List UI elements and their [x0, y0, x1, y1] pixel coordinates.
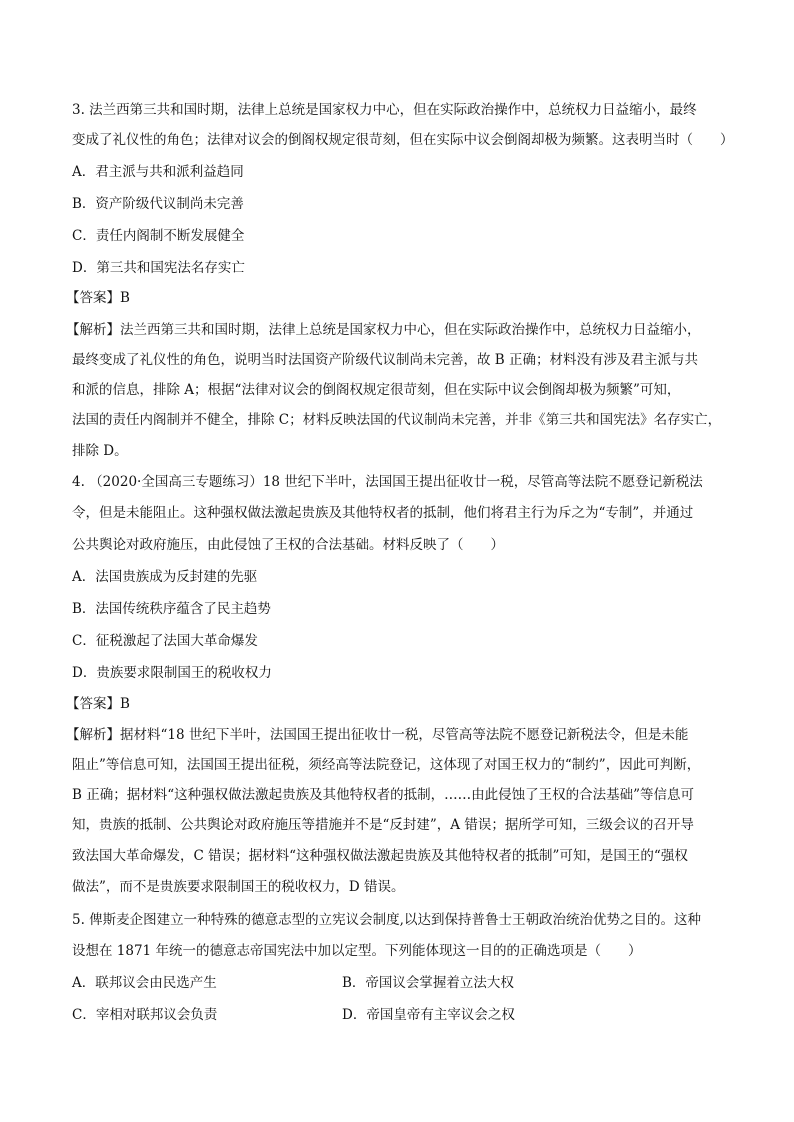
- q5-option-c: C．宰相对联邦议会负责: [72, 1007, 218, 1023]
- q4-stem-line-3: 公共舆论对政府施压，由此侵蚀了王权的合法基础。材料反映了（ ）: [72, 537, 504, 553]
- q5-option-a: A．联邦议会由民选产生: [72, 975, 217, 991]
- q5-stem-line-1: 5. 俾斯麦企图建立一种特殊的德意志型的立宪议会制度,以达到保持普鲁士王朝政治统治优势之目的。这种: [72, 912, 701, 928]
- q3-option-a: A．君主派与共和派利益趋同: [72, 164, 244, 180]
- q5-option-row-1: [72, 973, 732, 993]
- q3-stem-line-1: 3. 法兰西第三共和国时期，法律上总统是国家权力中心，但在实际政治操作中，总统权力日益缩小，最终: [72, 102, 697, 118]
- q3-analysis-line-4: 法国的责任内阁制并不健全，排除 C；材料反映法国的代议制尚未完善，并非《第三共和国宪法》名存实亡，: [72, 412, 722, 428]
- q3-option-c: C．责任内阁制不断发展健全: [72, 228, 245, 244]
- q3-analysis-line-1: 【解析】法兰西第三共和国时期，法律上总统是国家权力中心，但在实际政治操作中，总统权力日益缩小，: [66, 322, 701, 338]
- q4-analysis-line-3: B 正确；据材料“这种强权做法激起贵族及其他特权者的抵制，……由此侵蚀了王权的合法基础”等信息可: [72, 787, 695, 803]
- q4-option-b: B．法国传统秩序蕴含了民主趋势: [72, 601, 271, 617]
- q3-option-d: D．第三共和国宪法名存实亡: [72, 260, 245, 276]
- q4-analysis-line-6: 做法”，而不是贵族要求限制国王的税收权力，D 错误。: [72, 879, 405, 895]
- q4-option-d: D．贵族要求限制国王的税收权力: [72, 665, 272, 681]
- q3-option-b: B．资产阶级代议制尚未完善: [72, 196, 244, 212]
- q5-option-row-2: [72, 1005, 732, 1025]
- q4-analysis-line-4: 知，贵族的抵制、公共舆论对政府施压等措施并不是“反封建”，A 错误；据所学可知，三级会议的召开导: [72, 817, 694, 833]
- q3-stem-line-2: 变成了礼仪性的角色；法律对议会的倒阁权规定很苛刻，但在实际中议会倒阁却极为频繁。这表明当时（ ）: [72, 132, 734, 148]
- q4-answer: 【答案】B: [66, 696, 130, 712]
- q4-option-a: A．法国贵族成为反封建的先驱: [72, 569, 258, 585]
- q3-analysis-line-3: 和派的信息，排除 A；根据“法律对议会的倒阁权规定很苛刻，但在实际中议会倒阁却极为频繁”可知，: [72, 382, 681, 398]
- q4-stem-line-1: 4. （2020·全国高三专题练习）18 世纪下半叶，法国国王提出征收廿一税，尽管高等法院不愿登记新税法: [72, 474, 703, 490]
- q5-option-d: D．帝国皇帝有主宰议会之权: [342, 1007, 515, 1023]
- q3-answer: 【答案】B: [66, 290, 130, 306]
- q5-stem-line-2: 设想在 1871 年统一的德意志帝国宪法中加以定型。下列能体现这一目的的正确选项是（ ）: [72, 943, 642, 959]
- q4-analysis-line-5: 致法国大革命爆发，C 错误；据材料“这种强权做法激起贵族及其他特权者的抵制”可知，是国王的“强权: [72, 848, 688, 864]
- q3-analysis-line-5: 排除 D。: [72, 443, 128, 459]
- q5-option-b: B．帝国议会掌握着立法大权: [342, 975, 514, 991]
- q4-analysis-line-1: 【解析】据材料“18 世纪下半叶，法国国王提出征收廿一税，尽管高等法院不愿登记新税法令，但是未能: [66, 727, 689, 743]
- q4-stem-line-2: 令，但是未能阻止。这种强权做法激起贵族及其他特权者的抵制，他们将君主行为斥之为“专制”，并通过: [72, 505, 694, 521]
- q3-analysis-line-2: 最终变成了礼仪性的角色，说明当时法国资产阶级代议制尚未完善，故 B 正确；材料没有涉及君主派与共: [72, 352, 699, 368]
- q4-option-c: C．征税激起了法国大革命爆发: [72, 633, 258, 649]
- q4-analysis-line-2: 阻止”等信息可知，法国国王提出征税，须经高等法院登记，这体现了对国王权力的“制约”，因此可判断，: [72, 757, 701, 773]
